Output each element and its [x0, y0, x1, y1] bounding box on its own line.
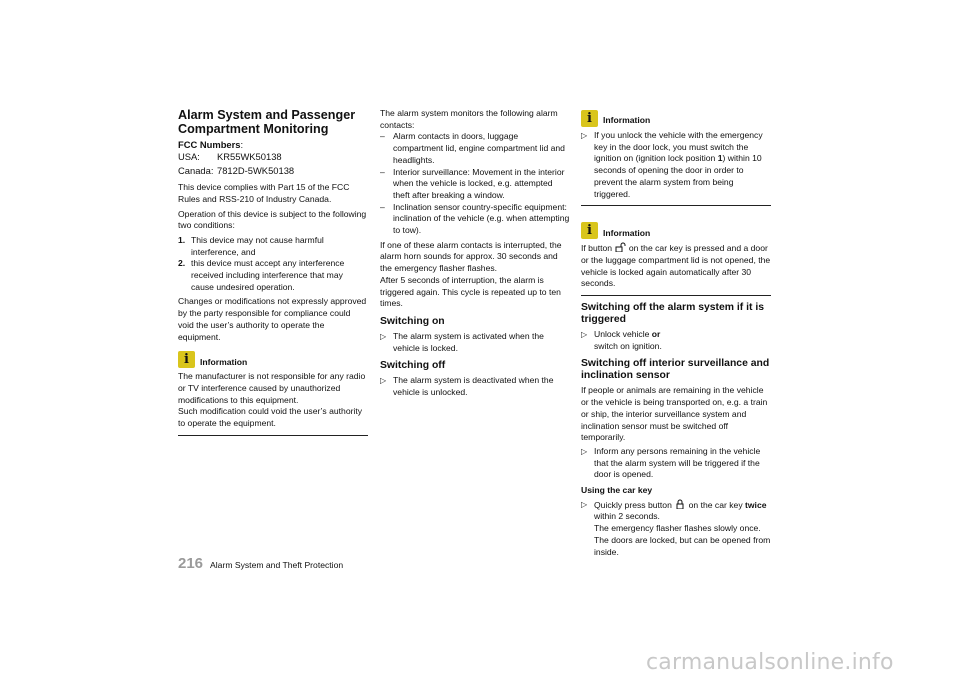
text-part: Quickly press button	[594, 499, 675, 510]
column-2	[380, 108, 570, 401]
text-part: The emergency flasher flashes slowly once.	[594, 523, 761, 534]
information-title: Information	[603, 115, 651, 126]
list-item	[380, 167, 570, 202]
conditions-intro: Operation of this device is subject to the following two conditions:	[178, 208, 367, 231]
interior-surveillance-heading: Switching off interior surveillance and inclination sensor	[581, 358, 770, 382]
twice-text: twice	[745, 499, 767, 510]
fcc-label: FCC Numbers	[178, 139, 241, 150]
text-part: within 2 seconds.	[594, 511, 660, 522]
fcc-usa-row	[178, 151, 368, 163]
ignition-position: 1	[717, 153, 723, 164]
list-text: Inclination sensor country-specific equipment: inclination of the vehicle (e.g. when attempting to tow).	[393, 201, 570, 236]
step-text	[594, 130, 771, 200]
contacts-intro: The alarm system monitors the following alarm contacts:	[380, 108, 558, 130]
step-text: Inform any persons remaining in the vehicle that the alarm system will be triggered if the door is opened.	[594, 445, 761, 480]
canada-label: Canada:	[178, 165, 214, 177]
list-item	[178, 235, 368, 258]
page-number: 216	[178, 555, 204, 572]
conditions-list	[178, 235, 368, 294]
information-header	[178, 351, 368, 368]
fcc-numbers-heading	[178, 139, 368, 151]
list-number: 1.	[178, 234, 186, 245]
usa-label: USA:	[178, 150, 200, 162]
information-text	[581, 242, 771, 290]
switching-off-heading: Switching off	[380, 360, 446, 372]
step-text: The alarm system is activated when the vehicle is locked.	[393, 330, 544, 353]
dash-marker: –	[380, 131, 385, 142]
information-title: Information	[603, 227, 651, 238]
text-part: The doors are locked, but can be opened from inside.	[594, 534, 771, 557]
step-item	[581, 446, 771, 481]
step-text	[594, 329, 662, 352]
list-text: this device must accept any interference received including interference that may cause undesired operation.	[191, 258, 345, 292]
step-marker-icon: ▷	[380, 376, 387, 386]
information-text: The manufacturer is not responsible for any radio or TV interference caused by unauthorized modifications to this equipment.	[178, 371, 366, 405]
text-part: Unlock vehicle	[594, 329, 652, 340]
watermark: carmanualsonline.info	[646, 650, 894, 675]
list-text: Interior surveillance: Movement in the interior when the vehicle is locked, e.g. attempted theft after breaking a window.	[393, 166, 565, 200]
information-text: Such modification could void the user’s authority to operate the equipment.	[178, 406, 363, 429]
divider	[581, 295, 771, 296]
step-item	[581, 329, 771, 352]
step-marker-icon: ▷	[581, 446, 588, 456]
step-text: The alarm system is deactivated when the vehicle is unlocked.	[393, 375, 554, 398]
chapter-title: Alarm System and Theft Protection	[210, 560, 344, 571]
dash-marker: –	[380, 201, 385, 212]
step-marker-icon: ▷	[581, 330, 588, 340]
list-item	[380, 131, 570, 166]
page-footer	[178, 556, 343, 571]
text-part: on the car key	[686, 499, 746, 510]
information-icon: i	[581, 222, 598, 239]
switching-on-heading: Switching on	[380, 315, 445, 327]
using-car-key-heading: Using the car key	[581, 485, 653, 496]
list-text: Alarm contacts in doors, luggage compartment lid, engine compartment lid and headlights.	[393, 131, 565, 165]
section-title: Alarm System and Passenger Compartment Monitoring	[178, 108, 356, 136]
step-item	[581, 130, 771, 200]
step-text-part: ) within 10 seconds of opening the door in order to prevent the alarm system from being triggered.	[594, 153, 762, 199]
divider	[581, 205, 771, 206]
or-text: or	[651, 329, 661, 340]
column-3	[581, 108, 771, 560]
alarm-cycle-text: After 5 seconds of interruption, the alarm is triggered again. This cycle is repeated up to ten times.	[380, 274, 561, 309]
list-number: 2.	[178, 258, 186, 269]
information-title: Information	[200, 356, 248, 367]
text-part: If button	[581, 243, 615, 254]
information-header	[581, 222, 771, 239]
text-part: switch on ignition.	[594, 340, 662, 351]
fcc-canada-row	[178, 165, 368, 177]
list-text: This device may not cause harmful interference, and	[191, 234, 324, 257]
modifications-text: Changes or modifications not expressly approved by the party responsible for compliance could void the user’s authority to operate the equipment.	[178, 296, 367, 342]
information-icon: i	[178, 351, 195, 368]
switching-off-triggered-heading: Switching off the alarm system if it is triggered	[581, 302, 765, 326]
lock-icon	[674, 499, 686, 509]
step-text	[594, 499, 771, 559]
text-part: on the car key is pressed and a door or the luggage compartment lid is not opened, the vehicle is locked again automatically after 30 seconds.	[581, 243, 771, 289]
step-item	[380, 375, 570, 398]
dash-marker: –	[380, 166, 385, 177]
list-item	[178, 258, 368, 293]
unlock-icon	[614, 242, 626, 252]
information-icon: i	[581, 110, 598, 127]
usa-value: KR55WK50138	[217, 150, 282, 162]
alarm-description: If one of these alarm contacts is interrupted, the alarm horn sounds for approx. 30 seconds and the emergency flasher flashes.	[380, 239, 562, 274]
interior-description: If people or animals are remaining in the vehicle or the vehicle is being transported on, e.g. a train or ship, the interior surveillance system and inclination sensor must be switched off temporarily.	[581, 385, 768, 443]
step-text-part: If you unlock the vehicle with the emergency key in the door lock, you must switch the ignition on (ignition lock position	[594, 130, 763, 164]
information-header	[581, 110, 771, 127]
compliance-text: This device complies with Part 15 of the FCC Rules and RSS-210 of Industry Canada.	[178, 182, 350, 204]
fcc-colon: :	[240, 139, 244, 150]
column-1	[178, 108, 368, 436]
step-marker-icon: ▷	[581, 131, 588, 140]
step-marker-icon: ▷	[380, 331, 387, 341]
list-item	[380, 202, 570, 237]
step-item	[581, 499, 771, 559]
divider	[178, 435, 368, 436]
step-marker-icon: ▷	[581, 499, 588, 509]
step-item	[380, 331, 570, 354]
canada-value: 7812D-5WK50138	[217, 165, 295, 177]
